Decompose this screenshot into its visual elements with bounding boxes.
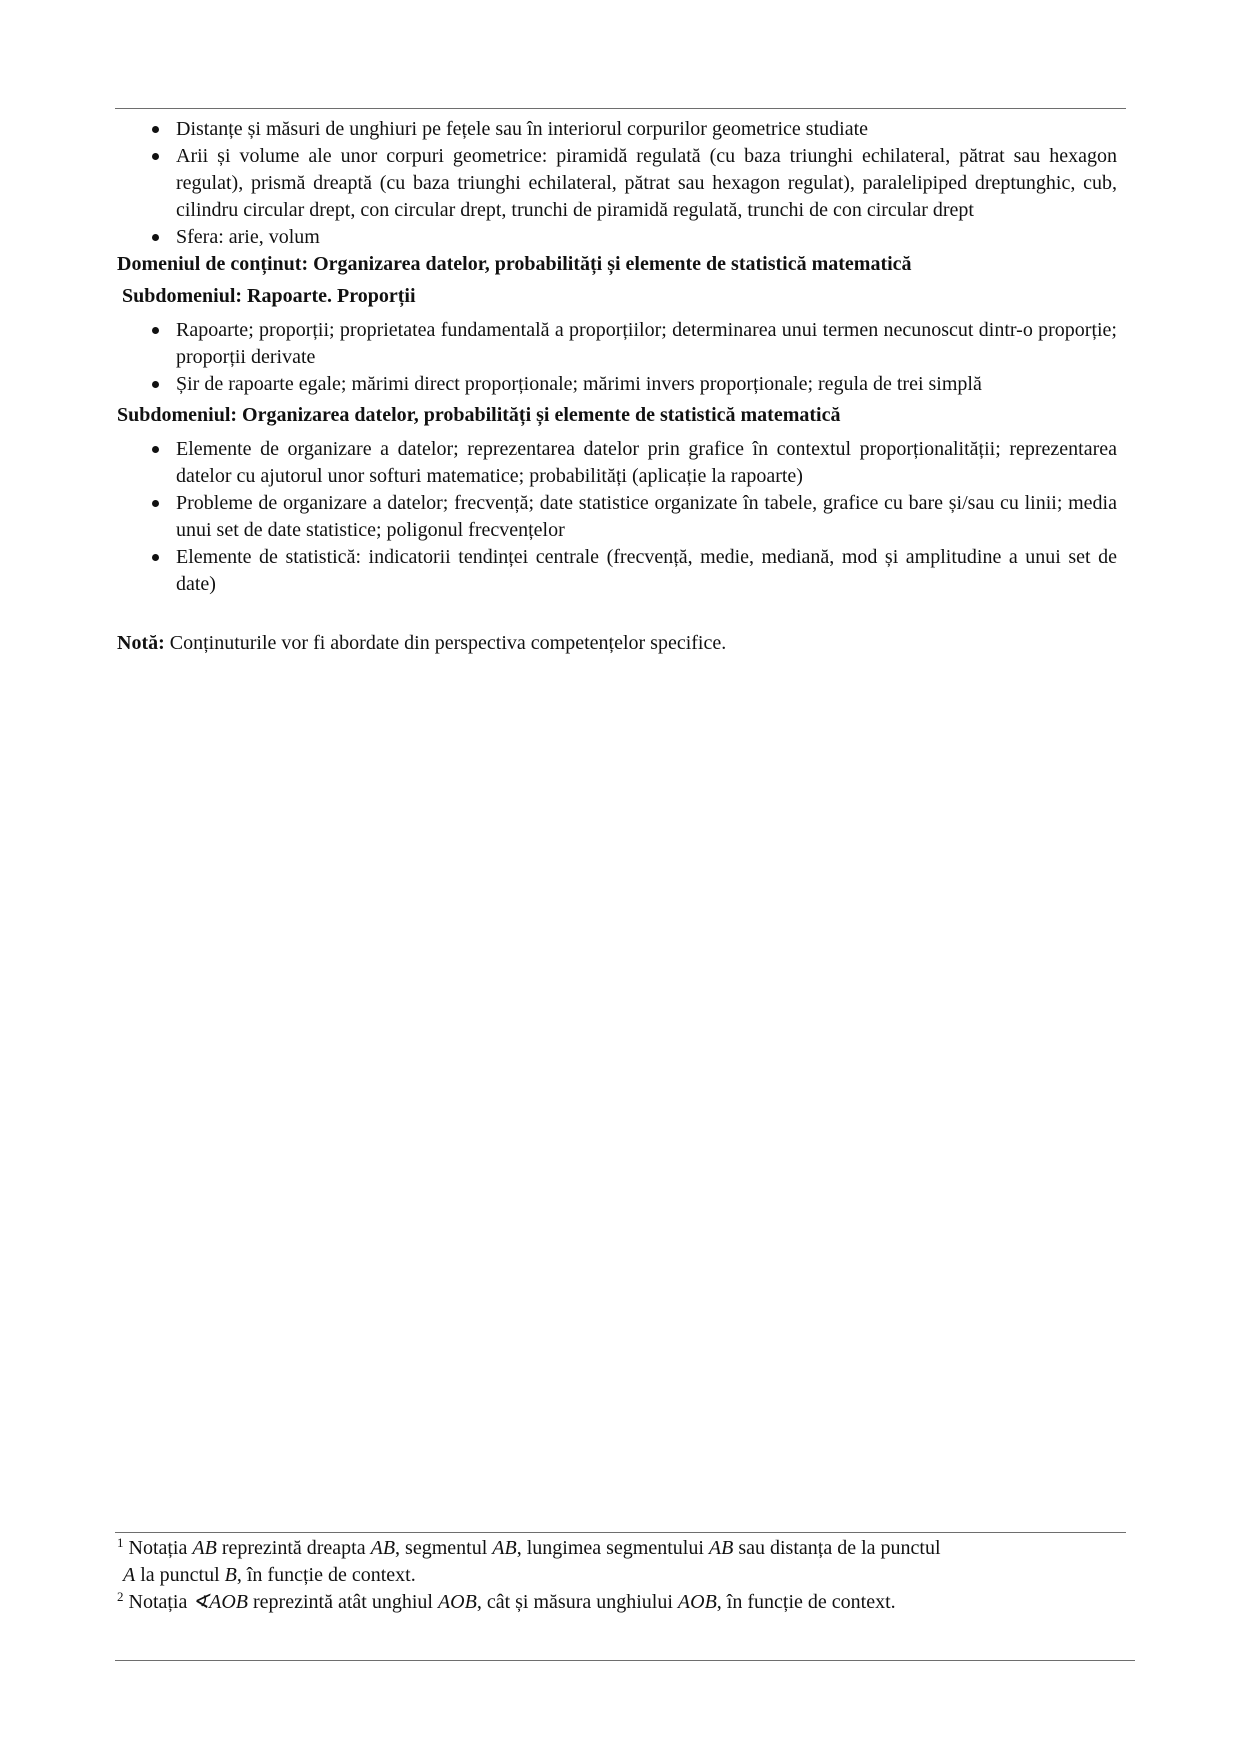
math-symbol: AB — [708, 1537, 734, 1559]
math-symbol: AB — [492, 1537, 517, 1559]
list-item: Rapoarte; proporții; proprietatea fundamentală a proporțiilor; determinarea unui termen necunoscut dintr-o proporție; proporții derivate — [176, 317, 1117, 371]
bottom-divider — [115, 1660, 1135, 1661]
footnote-text: , cât și măsura unghiului — [476, 1591, 678, 1613]
footnotes — [117, 1535, 1119, 1616]
list-item: Elemente de statistică: indicatorii tendinței centrale (frecvență, medie, mediană, mod și amplitudine a unui set de date) — [176, 544, 1117, 598]
list-item: Probleme de organizare a datelor; frecvență; date statistice organizate în tabele, grafice cu bare și/sau cu linii; media unui set de date statistice; poligonul frecvențelor — [176, 490, 1117, 544]
list-item: Șir de rapoarte egale; mărimi direct proporționale; mărimi invers proporționale; regula de trei simplă — [176, 371, 1117, 398]
footnote-text: sau distanța de la punctul — [733, 1537, 941, 1559]
note-text: Conținuturile vor fi abordate din perspectiva competențelor specifice. — [164, 632, 727, 654]
footnote-1 — [117, 1535, 1119, 1589]
rapoarte-list — [117, 317, 1117, 398]
footnote-text: , lungimea segmentului — [516, 1537, 709, 1559]
math-symbol: A — [123, 1564, 136, 1586]
subdomain-heading-organizarea-datelor: Subdomeniul: Organizarea datelor, probabilități și elemente de statistică matematică — [117, 404, 841, 426]
math-symbol: AOB — [437, 1591, 477, 1613]
list-item: Elemente de organizare a datelor; reprezentarea datelor prin grafice în contextul proporționalității; reprezentarea datelor cu ajutorul unor softuri matematice; probabilități (aplicație la rapoarte) — [176, 436, 1117, 490]
document-body — [117, 116, 1117, 677]
footnote-2 — [117, 1589, 1119, 1616]
math-symbol: ∢AOB — [192, 1591, 249, 1613]
subdomain-heading-rapoarte: Subdomeniul: Rapoarte. Proporții — [122, 285, 416, 307]
footnote-number: 1 — [117, 1535, 124, 1550]
math-symbol: AB — [192, 1537, 217, 1559]
list-item: Distanțe și măsuri de unghiuri pe fețele sau în interiorul corpurilor geometrice studiate — [176, 116, 1117, 143]
list-item: Sfera: arie, volum — [176, 224, 1117, 251]
footnote-text: reprezintă atât unghiul — [248, 1591, 438, 1613]
math-symbol: B — [224, 1564, 237, 1586]
top-divider — [115, 108, 1126, 109]
list-item: Arii și volume ale unor corpuri geometrice: piramidă regulată (cu baza triunghi echilateral, pătrat sau hexagon regulat), prismă dreaptă (cu baza triunghi echilateral, pătrat sau hexagon regulat), paralelipiped dreptunghic, cub, cilindru circular drept, con circular drept, trunchi de piramidă regulată, trunchi de con circular drept — [176, 143, 1117, 224]
footnote-number: 2 — [117, 1589, 124, 1604]
domain-heading: Domeniul de conținut: Organizarea datelor, probabilități și elemente de statistică matematică — [117, 253, 912, 275]
organizarea-datelor-list — [117, 436, 1117, 598]
note-paragraph — [117, 630, 1117, 657]
footnote-text: Notația — [123, 1537, 193, 1559]
footnote-text: , în funcție de context. — [716, 1591, 896, 1613]
footnote-divider — [115, 1532, 1126, 1533]
math-symbol: AOB — [677, 1591, 717, 1613]
geometry-list — [117, 116, 1117, 251]
footnote-text: reprezintă dreapta — [216, 1537, 371, 1559]
math-symbol: AB — [370, 1537, 396, 1559]
note-label: Notă: — [117, 632, 165, 654]
footnote-text: la punctul — [135, 1564, 225, 1586]
footnote-text: Notația — [123, 1591, 193, 1613]
footnote-text: , segmentul — [395, 1537, 493, 1559]
footnote-text: , în funcție de context. — [236, 1564, 416, 1586]
